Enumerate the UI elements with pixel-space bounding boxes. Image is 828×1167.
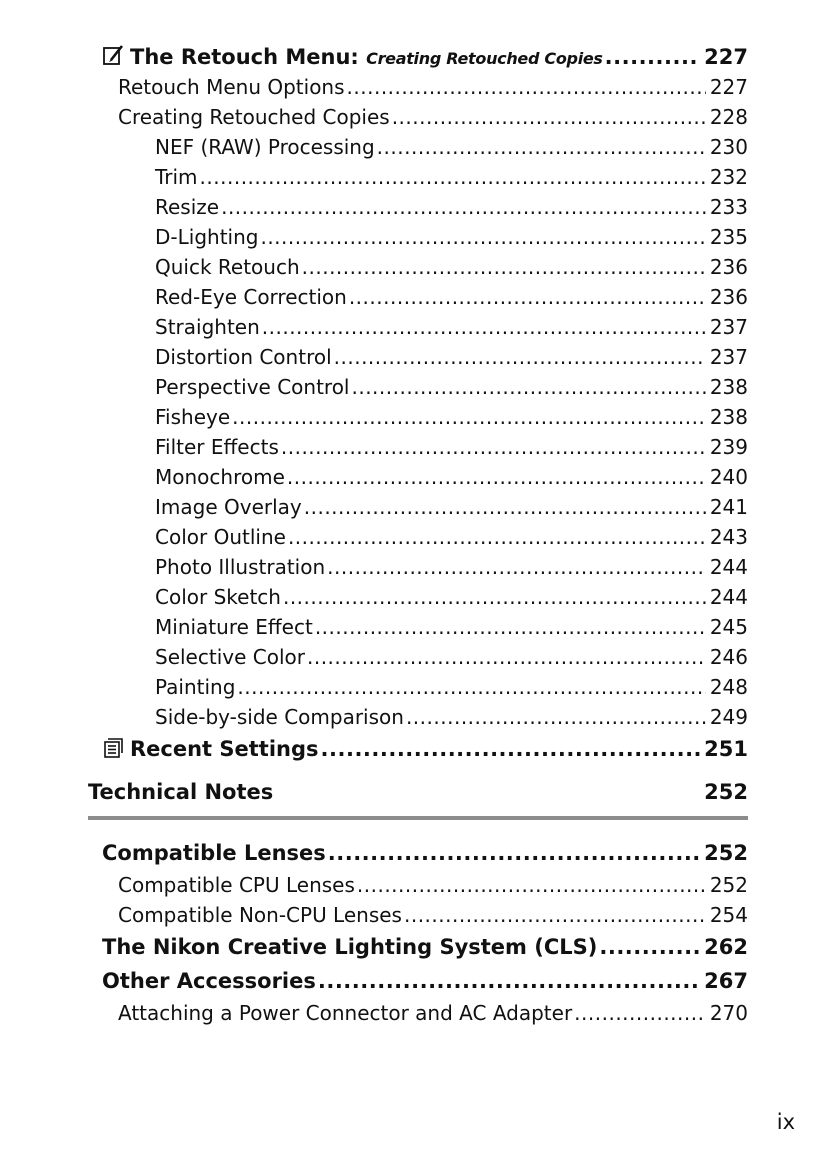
page-number: 244 <box>709 585 748 609</box>
toc-subentry[interactable] <box>88 612 748 642</box>
page-number: 241 <box>709 495 748 519</box>
page-number: 267 <box>704 969 748 993</box>
toc-label: Monochrome <box>155 465 285 489</box>
leader-dots <box>237 672 705 702</box>
page-number: 238 <box>709 375 748 399</box>
toc-label: Photo Illustration <box>155 555 326 579</box>
leader-dots <box>392 102 706 132</box>
leader-dots <box>328 836 700 870</box>
toc-entry[interactable] <box>88 72 748 102</box>
toc-entry[interactable] <box>88 102 748 132</box>
toc-subentry[interactable] <box>88 192 748 222</box>
leader-dots <box>221 192 706 222</box>
leader-dots <box>307 642 706 672</box>
leader-dots <box>377 132 706 162</box>
toc-label: Selective Color <box>155 645 305 669</box>
leader-dots <box>304 492 706 522</box>
toc-label: Side-by-side Comparison <box>155 705 404 729</box>
toc-subentry[interactable] <box>88 552 748 582</box>
toc-entry[interactable] <box>88 900 748 930</box>
section-page-number: 252 <box>704 780 748 804</box>
leader-dots <box>357 870 706 900</box>
toc-label: Compatible Lenses <box>102 841 326 865</box>
toc-subentry[interactable] <box>88 642 748 672</box>
page-number: 252 <box>704 841 748 865</box>
recent-settings-icon <box>102 735 126 759</box>
toc-subentry[interactable] <box>88 462 748 492</box>
recent-settings-label: Recent Settings <box>130 737 319 761</box>
section-divider <box>88 816 748 820</box>
toc-label: Compatible Non-CPU Lenses <box>118 903 402 927</box>
toc-subentry[interactable] <box>88 582 748 612</box>
leader-dots <box>406 702 706 732</box>
toc-subentry[interactable] <box>88 432 748 462</box>
leader-dots <box>281 432 706 462</box>
page-number: 235 <box>709 225 748 249</box>
page-number: 236 <box>709 285 748 309</box>
toc-label: Fisheye <box>155 405 231 429</box>
leader-dots <box>605 42 700 72</box>
page-number: 243 <box>709 525 748 549</box>
page-number: 227 <box>704 45 748 69</box>
leader-dots <box>200 162 706 192</box>
leader-dots <box>599 930 700 964</box>
toc-label: Attaching a Power Connector and AC Adapter <box>118 1001 573 1025</box>
toc-entry-recent-settings[interactable] <box>88 732 748 766</box>
page-number: 228 <box>709 105 748 129</box>
page-number: 236 <box>709 255 748 279</box>
toc-label: Retouch Menu Options <box>118 75 345 99</box>
toc-label: Image Overlay <box>155 495 302 519</box>
toc-subentry[interactable] <box>88 222 748 252</box>
toc-subentry[interactable] <box>88 312 748 342</box>
toc-label: Trim <box>155 165 198 189</box>
toc-entry-other-accessories[interactable] <box>88 964 748 998</box>
toc-subentry[interactable] <box>88 252 748 282</box>
leader-dots <box>288 522 706 552</box>
toc-subentry[interactable] <box>88 282 748 312</box>
page-number: 245 <box>709 615 748 639</box>
toc-label: Miniature Effect <box>155 615 313 639</box>
leader-dots <box>574 998 706 1028</box>
leader-dots <box>318 964 700 998</box>
toc-subentry[interactable] <box>88 402 748 432</box>
toc-subentry[interactable] <box>88 342 748 372</box>
page-number: 262 <box>704 935 748 959</box>
leader-dots <box>302 252 706 282</box>
toc-entry-compatible-lenses[interactable] <box>88 836 748 870</box>
toc-subentry[interactable] <box>88 492 748 522</box>
page-number: 230 <box>709 135 748 159</box>
leader-dots <box>347 72 706 102</box>
toc-label <box>102 732 319 766</box>
page-number: 227 <box>709 75 748 99</box>
page-number: 248 <box>709 675 748 699</box>
toc-label: Creating Retouched Copies <box>118 105 390 129</box>
leader-dots <box>351 372 705 402</box>
toc-label: Resize <box>155 195 220 219</box>
page-number: 233 <box>709 195 748 219</box>
page-number: 237 <box>709 315 748 339</box>
toc-label: Filter Effects <box>155 435 279 459</box>
leader-dots <box>287 462 706 492</box>
toc-label: Compatible CPU Lenses <box>118 873 355 897</box>
table-of-contents <box>88 42 748 1028</box>
leader-dots <box>327 552 706 582</box>
toc-entry[interactable] <box>88 998 748 1028</box>
retouch-brush-icon <box>102 43 126 67</box>
leader-dots <box>321 732 701 766</box>
retouch-title: The Retouch Menu: <box>130 45 359 69</box>
toc-entry-retouch-menu[interactable] <box>88 42 748 72</box>
toc-subentry[interactable] <box>88 372 748 402</box>
toc-label: Other Accessories <box>102 969 316 993</box>
toc-subentry[interactable] <box>88 132 748 162</box>
toc-label: Quick Retouch <box>155 255 300 279</box>
page-folio: ix <box>776 1110 795 1134</box>
toc-subentry[interactable] <box>88 162 748 192</box>
page-number: 249 <box>709 705 748 729</box>
toc-subentry[interactable] <box>88 522 748 552</box>
toc-label: D-Lighting <box>155 225 259 249</box>
page-number: 252 <box>709 873 748 897</box>
retouch-subtitle: Creating Retouched Copies <box>366 49 603 68</box>
leader-dots <box>404 900 706 930</box>
toc-entry-cls[interactable] <box>88 930 748 964</box>
toc-label: NEF (RAW) Processing <box>155 135 375 159</box>
leader-dots <box>315 612 706 642</box>
page-number: 232 <box>709 165 748 189</box>
leader-dots <box>349 282 706 312</box>
toc-entry[interactable] <box>88 870 748 900</box>
toc-label: Distortion Control <box>155 345 332 369</box>
toc-label: Perspective Control <box>155 375 350 399</box>
toc-label: Red-Eye Correction <box>155 285 347 309</box>
toc-label: Straighten <box>155 315 260 339</box>
page-number: 237 <box>709 345 748 369</box>
leader-dots <box>260 222 705 252</box>
section-title: Technical Notes <box>88 780 274 804</box>
toc-subentry[interactable] <box>88 672 748 702</box>
page-number: 270 <box>709 1001 748 1025</box>
page-number: 246 <box>709 645 748 669</box>
toc-label: Painting <box>155 675 236 699</box>
page-number: 240 <box>709 465 748 489</box>
page-number: 239 <box>709 435 748 459</box>
leader-dots <box>334 342 706 372</box>
page-number: 238 <box>709 405 748 429</box>
toc-label: The Nikon Creative Lighting System (CLS) <box>102 935 598 959</box>
leader-dots <box>283 582 706 612</box>
page-number: 254 <box>709 903 748 927</box>
leader-dots <box>262 312 706 342</box>
section-heading-technical-notes[interactable] <box>88 774 748 810</box>
page-number: 251 <box>704 737 748 761</box>
toc-subentry[interactable] <box>88 702 748 732</box>
page-number: 244 <box>709 555 748 579</box>
toc-label <box>102 42 603 74</box>
toc-label: Color Outline <box>155 525 286 549</box>
leader-dots <box>232 402 706 432</box>
toc-label: Color Sketch <box>155 585 281 609</box>
